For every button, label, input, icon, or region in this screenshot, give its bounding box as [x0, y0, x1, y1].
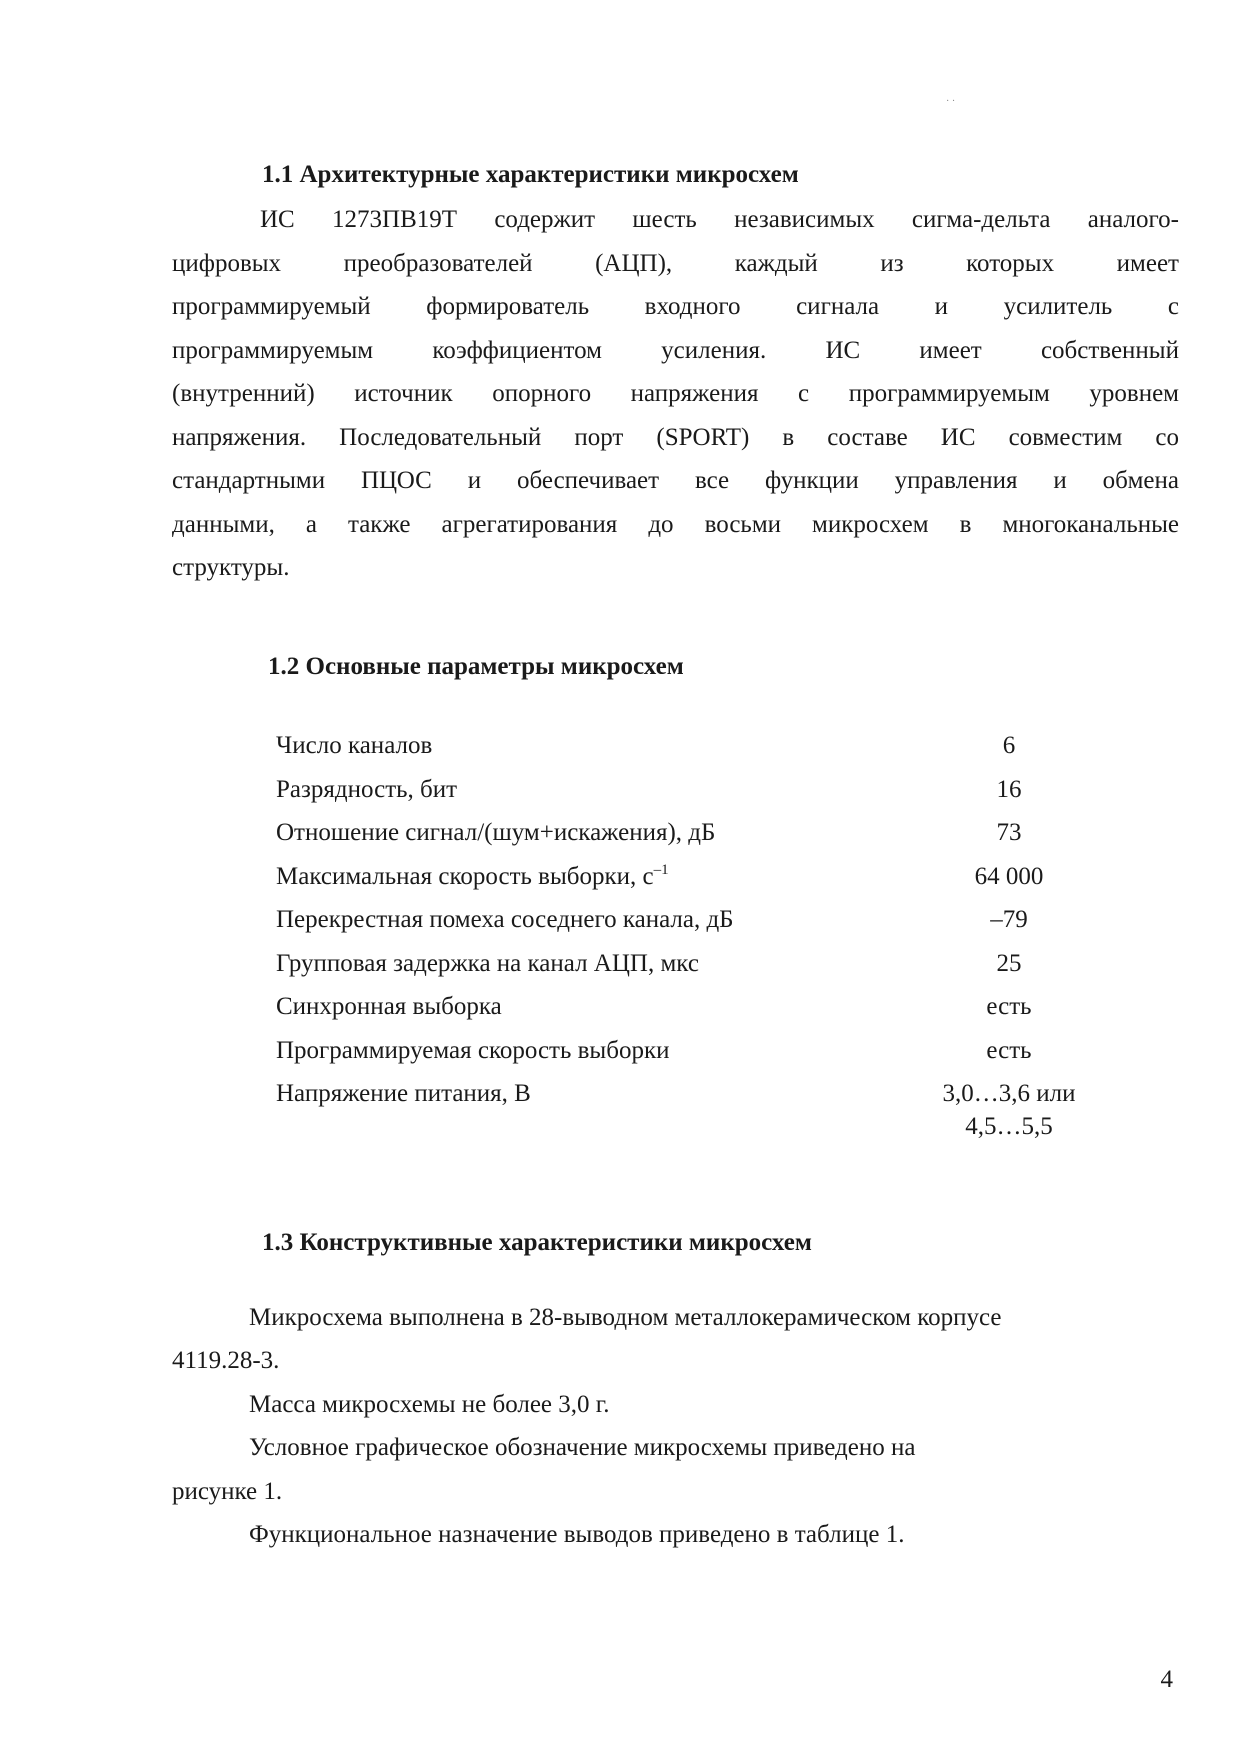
parameter-name: Разрядность, бит — [276, 775, 458, 803]
paragraph-line: напряжения. Последовательный порт (SPORT) в составе ИС совместим со — [172, 423, 1179, 451]
parameter-value-multiline — [916, 1072, 1102, 1143]
parameter-row — [276, 985, 1176, 1029]
construction-paragraph-line: Микросхема выполнена в 28-выводном металлокерамическом корпусе — [249, 1304, 1002, 1331]
parameter-name: Число каналов — [276, 732, 433, 759]
parameter-value: 25 — [996, 949, 1022, 977]
paragraph-line: программируемым коэффициентом усиления. ИС имеет собственный — [172, 336, 1179, 364]
symbol-paragraph-line: рисунке 1. — [172, 1478, 283, 1505]
section-1-2-heading: 1.2 Основные параметры микросхем — [268, 653, 684, 680]
paragraph-line: (внутренний) источник опорного напряжения с программируемым уровнем — [172, 380, 1179, 407]
parameter-name-with-unit — [276, 855, 669, 899]
mass-paragraph: Масса микросхемы не более 3,0 г. — [249, 1391, 610, 1418]
parameter-value: 73 — [996, 819, 1022, 846]
parameter-row — [276, 724, 1176, 768]
parameter-name: Групповая задержка на канал АЦП, мкс — [276, 949, 699, 977]
parameter-name: Отношение сигнал/(шум+искажения), дБ — [276, 819, 716, 846]
parameter-value-line: 3,0…3,6 или — [942, 1080, 1076, 1107]
construction-paragraph-line: 4119.28-3. — [172, 1347, 280, 1374]
parameter-value: 64 000 — [974, 862, 1044, 890]
parameter-row — [276, 811, 1176, 855]
symbol-paragraph-line: Условное графическое обозначение микросхемы приведено на — [249, 1434, 916, 1461]
paragraph-line: программируемый формирователь входного сигнала и усилитель с — [172, 293, 1179, 320]
paragraph-line: стандартными ПЦОС и обеспечивает все функции управления и обмена — [172, 467, 1179, 494]
parameter-value-line: 4,5…5,5 — [965, 1113, 1053, 1140]
paragraph-line: данными, а также агрегатирования до восьми микросхем в многоканальные — [172, 510, 1179, 538]
parameter-value: есть — [986, 1036, 1032, 1064]
parameter-row — [276, 898, 1176, 942]
section-1-1-paragraph — [172, 198, 1179, 590]
parameter-row — [276, 1072, 1176, 1150]
scan-marks: · · — [946, 96, 956, 107]
parameter-value: 6 — [1002, 732, 1016, 759]
paragraph-line: цифровых преобразователей (АЦП), каждый из которых имеет — [172, 249, 1179, 277]
parameter-name: Перекрестная помеха соседнего канала, дБ — [276, 906, 734, 933]
parameter-row — [276, 768, 1176, 812]
section-1-3-heading: 1.3 Конструктивные характеристики микросхем — [262, 1229, 812, 1256]
parameter-name: Программируемая скорость выборки — [276, 1036, 670, 1064]
parameter-name: Максимальная скорость выборки, с — [276, 862, 654, 890]
parameter-name: Синхронная выборка — [276, 993, 502, 1020]
paragraph-line: ИС 1273ПВ19Т содержит шесть независимых сигма-дельта аналого- — [260, 206, 1179, 233]
parameter-row — [276, 942, 1176, 986]
parameter-row — [276, 1029, 1176, 1073]
parameter-value: –79 — [990, 906, 1028, 933]
parameter-value: есть — [986, 993, 1032, 1020]
parameter-value: 16 — [996, 775, 1022, 803]
parameter-row — [276, 855, 1176, 899]
parameters-list — [276, 724, 1176, 1150]
parameter-name: Напряжение питания, В — [276, 1080, 531, 1107]
pin-assignment-paragraph: Функциональное назначение выводов приведено в таблице 1. — [249, 1521, 905, 1548]
section-1-1-heading: 1.1 Архитектурные характеристики микросхем — [262, 161, 799, 188]
unit-superscript: –1 — [653, 861, 669, 878]
paragraph-line: структуры. — [172, 554, 290, 581]
page-number: 4 — [1160, 1666, 1173, 1693]
